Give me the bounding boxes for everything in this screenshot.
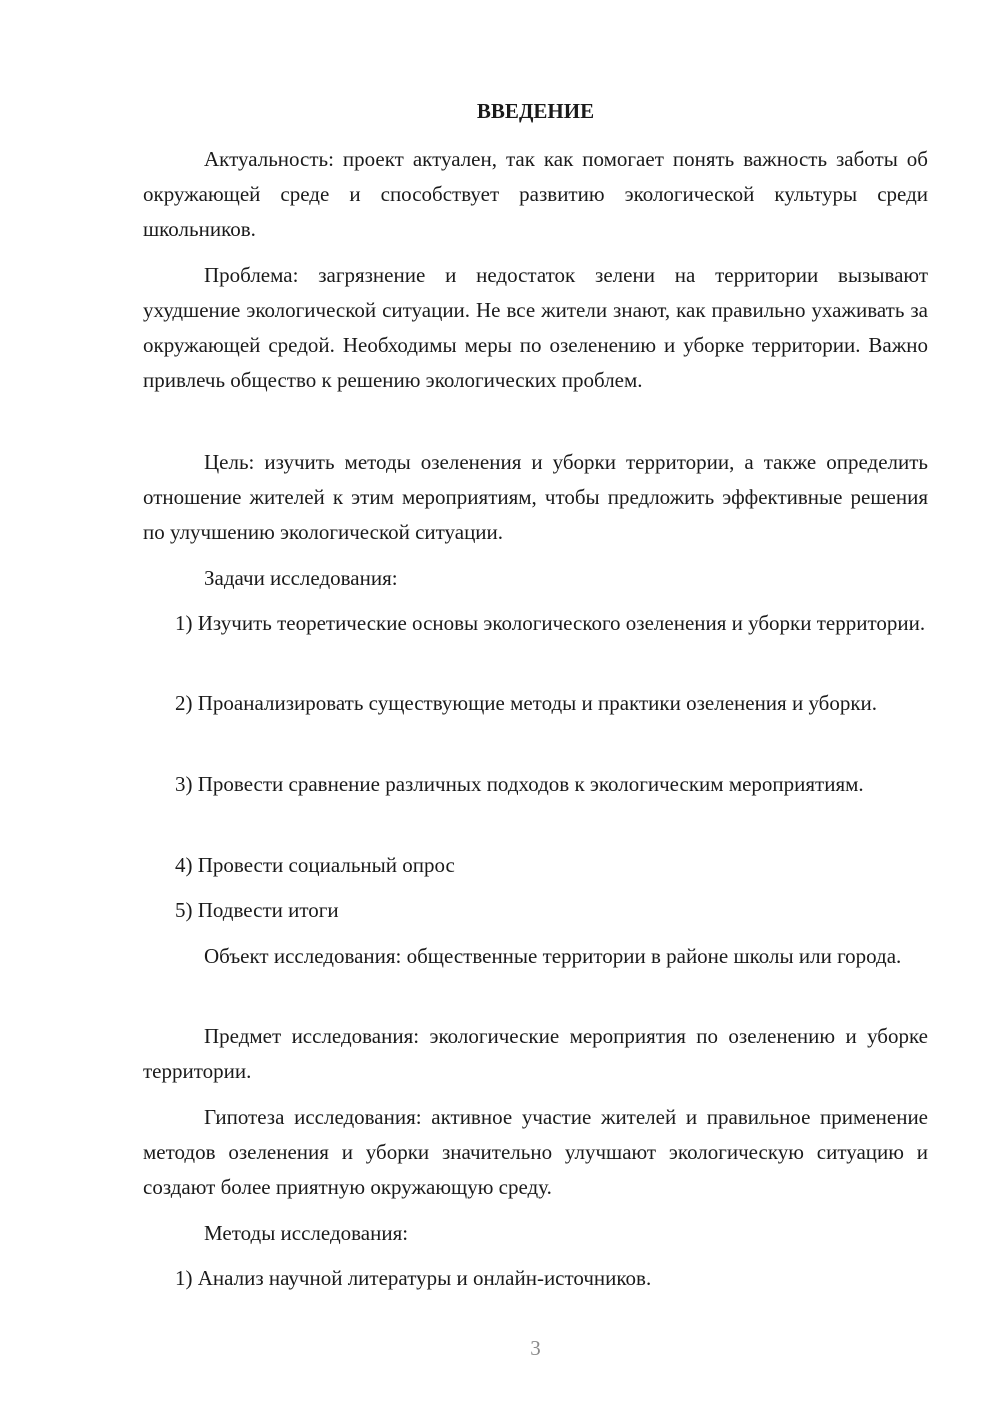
list-item-task-3: 3) Провести сравнение различных подходов к экологическим мероприятиям.	[175, 772, 864, 796]
paragraph-goal: Цель: изучить методы озеленения и уборки территории, а также определить отношение жителей к этим мероприятиям, чтобы предложить эффективные решения по улучшению экологической ситуации.	[143, 450, 928, 544]
paragraph-research-subject: Предмет исследования: экологические мероприятия по озеленению и уборке территории.	[143, 1024, 928, 1083]
list-item-task-4: 4) Провести социальный опрос	[175, 853, 455, 877]
paragraph-methods-heading: Методы исследования:	[204, 1221, 409, 1245]
list-item-task-5: 5) Подвести итоги	[175, 898, 339, 922]
page-title: ВВЕДЕНИЕ	[476, 99, 595, 123]
paragraph-tasks-heading: Задачи исследования:	[204, 566, 398, 590]
paragraph-relevance: Актуальность: проект актуален, так как помогает понять важность заботы об окружающей среде и способствует развитию экологической культуры среди школьников.	[143, 147, 928, 241]
page-number: 3	[530, 1336, 541, 1360]
list-item-task-2: 2) Проанализировать существующие методы и практики озеленения и уборки.	[175, 691, 878, 715]
paragraph-hypothesis: Гипотеза исследования: активное участие жителей и правильное применение методов озеленения и уборки значительно улучшают экологическую ситуацию и создают более приятную окружающую среду.	[143, 1105, 928, 1199]
list-item-task-1: 1) Изучить теоретические основы экологического озеленения и уборки территории.	[175, 611, 926, 635]
paragraph-problem: Проблема: загрязнение и недостаток зелени на территории вызывают ухудшение экологической ситуации. Не все жители знают, как правильно ухаживать за окружающей средой. Необходимы меры по озеленению и уборке территории. Важно привлечь общество к решению экологических проблем.	[143, 263, 928, 392]
list-item-method-1: 1) Анализ научной литературы и онлайн-источников.	[175, 1266, 652, 1290]
paragraph-research-object: Объект исследования: общественные территории в районе школы или города.	[204, 944, 902, 968]
